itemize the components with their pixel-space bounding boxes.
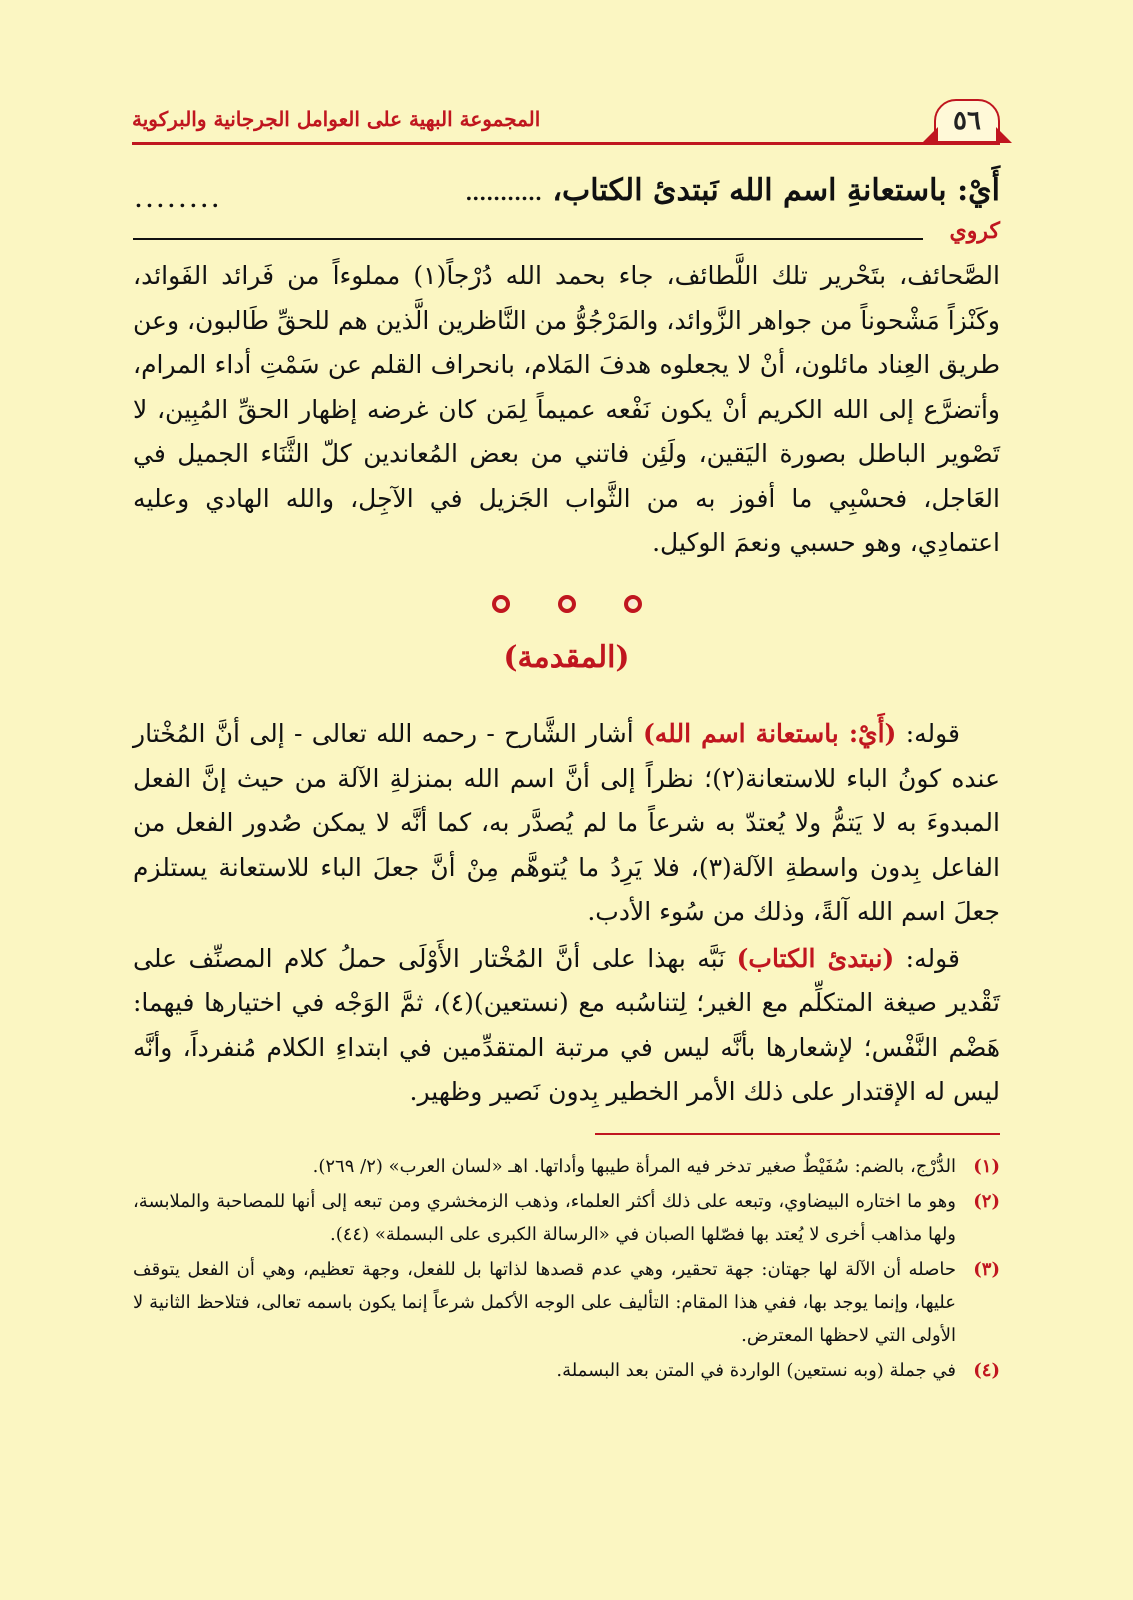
para-b-rest: نَبَّه بهذا على أنَّ المُخْتار الأَوْلَى حملُ كلام المصنِّف على تَقْدير صيغة المتكلِّم مع الغير؛ لِتناسُبه مع (نستعين)(٤)، ثمَّ الوَجْه في اختيارها فيهما: هَضْم النَّفْس؛ لإشعارها بأنَّه ليس في مرتبة المتقدِّمين في ابتداءِ الكلام مُنفرداً، وأنَّه ليس له الإقتدار على ذلك الأمر الخطير بِدون نَصير وظهير.: [133, 943, 1001, 1106]
page-number: ٥٦: [953, 106, 981, 136]
ornament-ring-icon: [624, 595, 642, 613]
author-tag: كروي: [949, 218, 1000, 244]
commentary-block: [133, 712, 1000, 1117]
para-b-lead: قوله:: [894, 943, 960, 973]
para-a-rest: أشار الشَّارح - رحمه الله تعالى - إلى أنَّ المُخْتار عنده كونُ الباء للاستعانة(٢)؛ نظراً إلى أنَّ اسم الله بمنزلةِ الآلة من حيث إنَّ الفعل المبدوءَ به لا يَتمُّ ولا يُعتدّ به شرعاً ما لم يُصدَّر به، كما أنَّه لا يمكن صُدور الفعل من الفاعل بِدون واسطةِ الآلة(٣)، فلا يَرِدُ ما يُتوهَّم مِنْ أنَّ جعلَ الباء للاستعانة يستلزم جعلَ اسم الله آلةً، وذلك من سُوء الأدب.: [133, 719, 1000, 926]
header-rule: [132, 142, 1000, 145]
page-header: [132, 95, 1000, 145]
footnote-text: وهو ما اختاره البيضاوي، وتبعه على ذلك أكثر العلماء، وذهب الزمخشري ومن تبعه إلى أنها للمصاحبة والملابسة، ولها مذاهب أخرى لا يُعتد بها فصّلها الصبان في «الرسالة الكبرى على البسملة» (٤٤).: [133, 1191, 956, 1245]
ornament-ring-icon: [558, 595, 576, 613]
footnote-number: (٤): [973, 1360, 1000, 1381]
footnote: [133, 1150, 1000, 1183]
footnote-text: في جملة (وبه نستعين) الواردة في المتن بعد البسملة.: [556, 1360, 956, 1381]
para-b-quote: (نبتدئ الكتاب): [736, 943, 895, 973]
footnote-rule: [595, 1133, 1000, 1135]
footnote-number: (١): [973, 1156, 1000, 1177]
author-rule: [133, 238, 923, 240]
intro-paragraph-block: [133, 254, 1000, 566]
matn-trailing-dots: ........: [135, 188, 223, 212]
para-a-quote: (أَيْ: باستعانة اسم الله): [642, 719, 897, 748]
intro-paragraph: الصَّحائف، بتَحْرير تلك اللَّطائف، جاء بحمد الله دُرْجاً(١) مملوءاً من فَرائد الفَوائد، وكَنْزاً مَشْحوناً من جواهر الزَّوائد، والمَرْجُوُّ من النَّاظرين الَّذين هم للحقِّ طَالبون، وعن طريق العِناد مائلون، أنْ لا يجعلوه هدفَ المَلام، بانحراف القلم عن سَمْتِ أداء المرام، وأتضرَّع إلى الله الكريم أنْ يكون نَفْعه عميماً لِمَن كان غرضه إظهار الحقِّ المُبِين، لا تَصْوير الباطل بصورة اليَقين، ولَئِن فاتني من بعض المُعاندين كلّ الثَّنَاء الجميل في العَاجل، فحسْبِي ما أفوز به من الثَّواب الجَزيل في الآجِل، والله الهادي وعليه اعتمادِي، وهو حسبي ونعمَ الوكيل.: [133, 261, 1000, 557]
matn-text: أَيْ: باستعانةِ اسم الله نَبتدئ الكتاب،: [552, 173, 1000, 208]
footnote-text: حاصله أن الآلة لها جهتان: جهة تحقير، وهي عدم قصدها لذاتها بل للفعل، وجهة تعظيم، وهي أن الفعل يتوقف عليها، وإنما يوجد بها، ففي هذا المقام: التأليف على الوجه الأكمل شرعاً إنما يكون باسمه تعالى، فتلاحظ الثانية لا الأولى التي لاحظها المعترض.: [133, 1259, 956, 1346]
footnote-text: الدُّرْج، بالضم: سُفَيْطٌ صغير تدخر فيه المرأة طيبها وأداتها. اهـ «لسان العرب» (٢/ ٢٦٩).: [312, 1156, 956, 1177]
footnote: [133, 1185, 1000, 1251]
footnotes: [133, 1150, 1000, 1389]
separator-ornament: [0, 595, 1133, 613]
footnote-number: (٢): [973, 1191, 1000, 1212]
page-number-badge: [934, 99, 1000, 143]
footnote: [133, 1253, 1000, 1352]
running-title: المجموعة البهية على العوامل الجرجانية والبركوية: [132, 107, 541, 131]
ornament-ring-icon: [492, 595, 510, 613]
para-a-lead: قوله:: [896, 719, 961, 748]
commentary-paragraph-a: [133, 712, 1000, 935]
matn-dots: ...........: [465, 181, 542, 205]
matn-line: [465, 173, 1000, 208]
commentary-paragraph-b: [133, 937, 1000, 1115]
section-title: (المقدمة): [503, 640, 630, 675]
footnote-number: (٣): [973, 1259, 1000, 1280]
footnote: [133, 1354, 1000, 1387]
